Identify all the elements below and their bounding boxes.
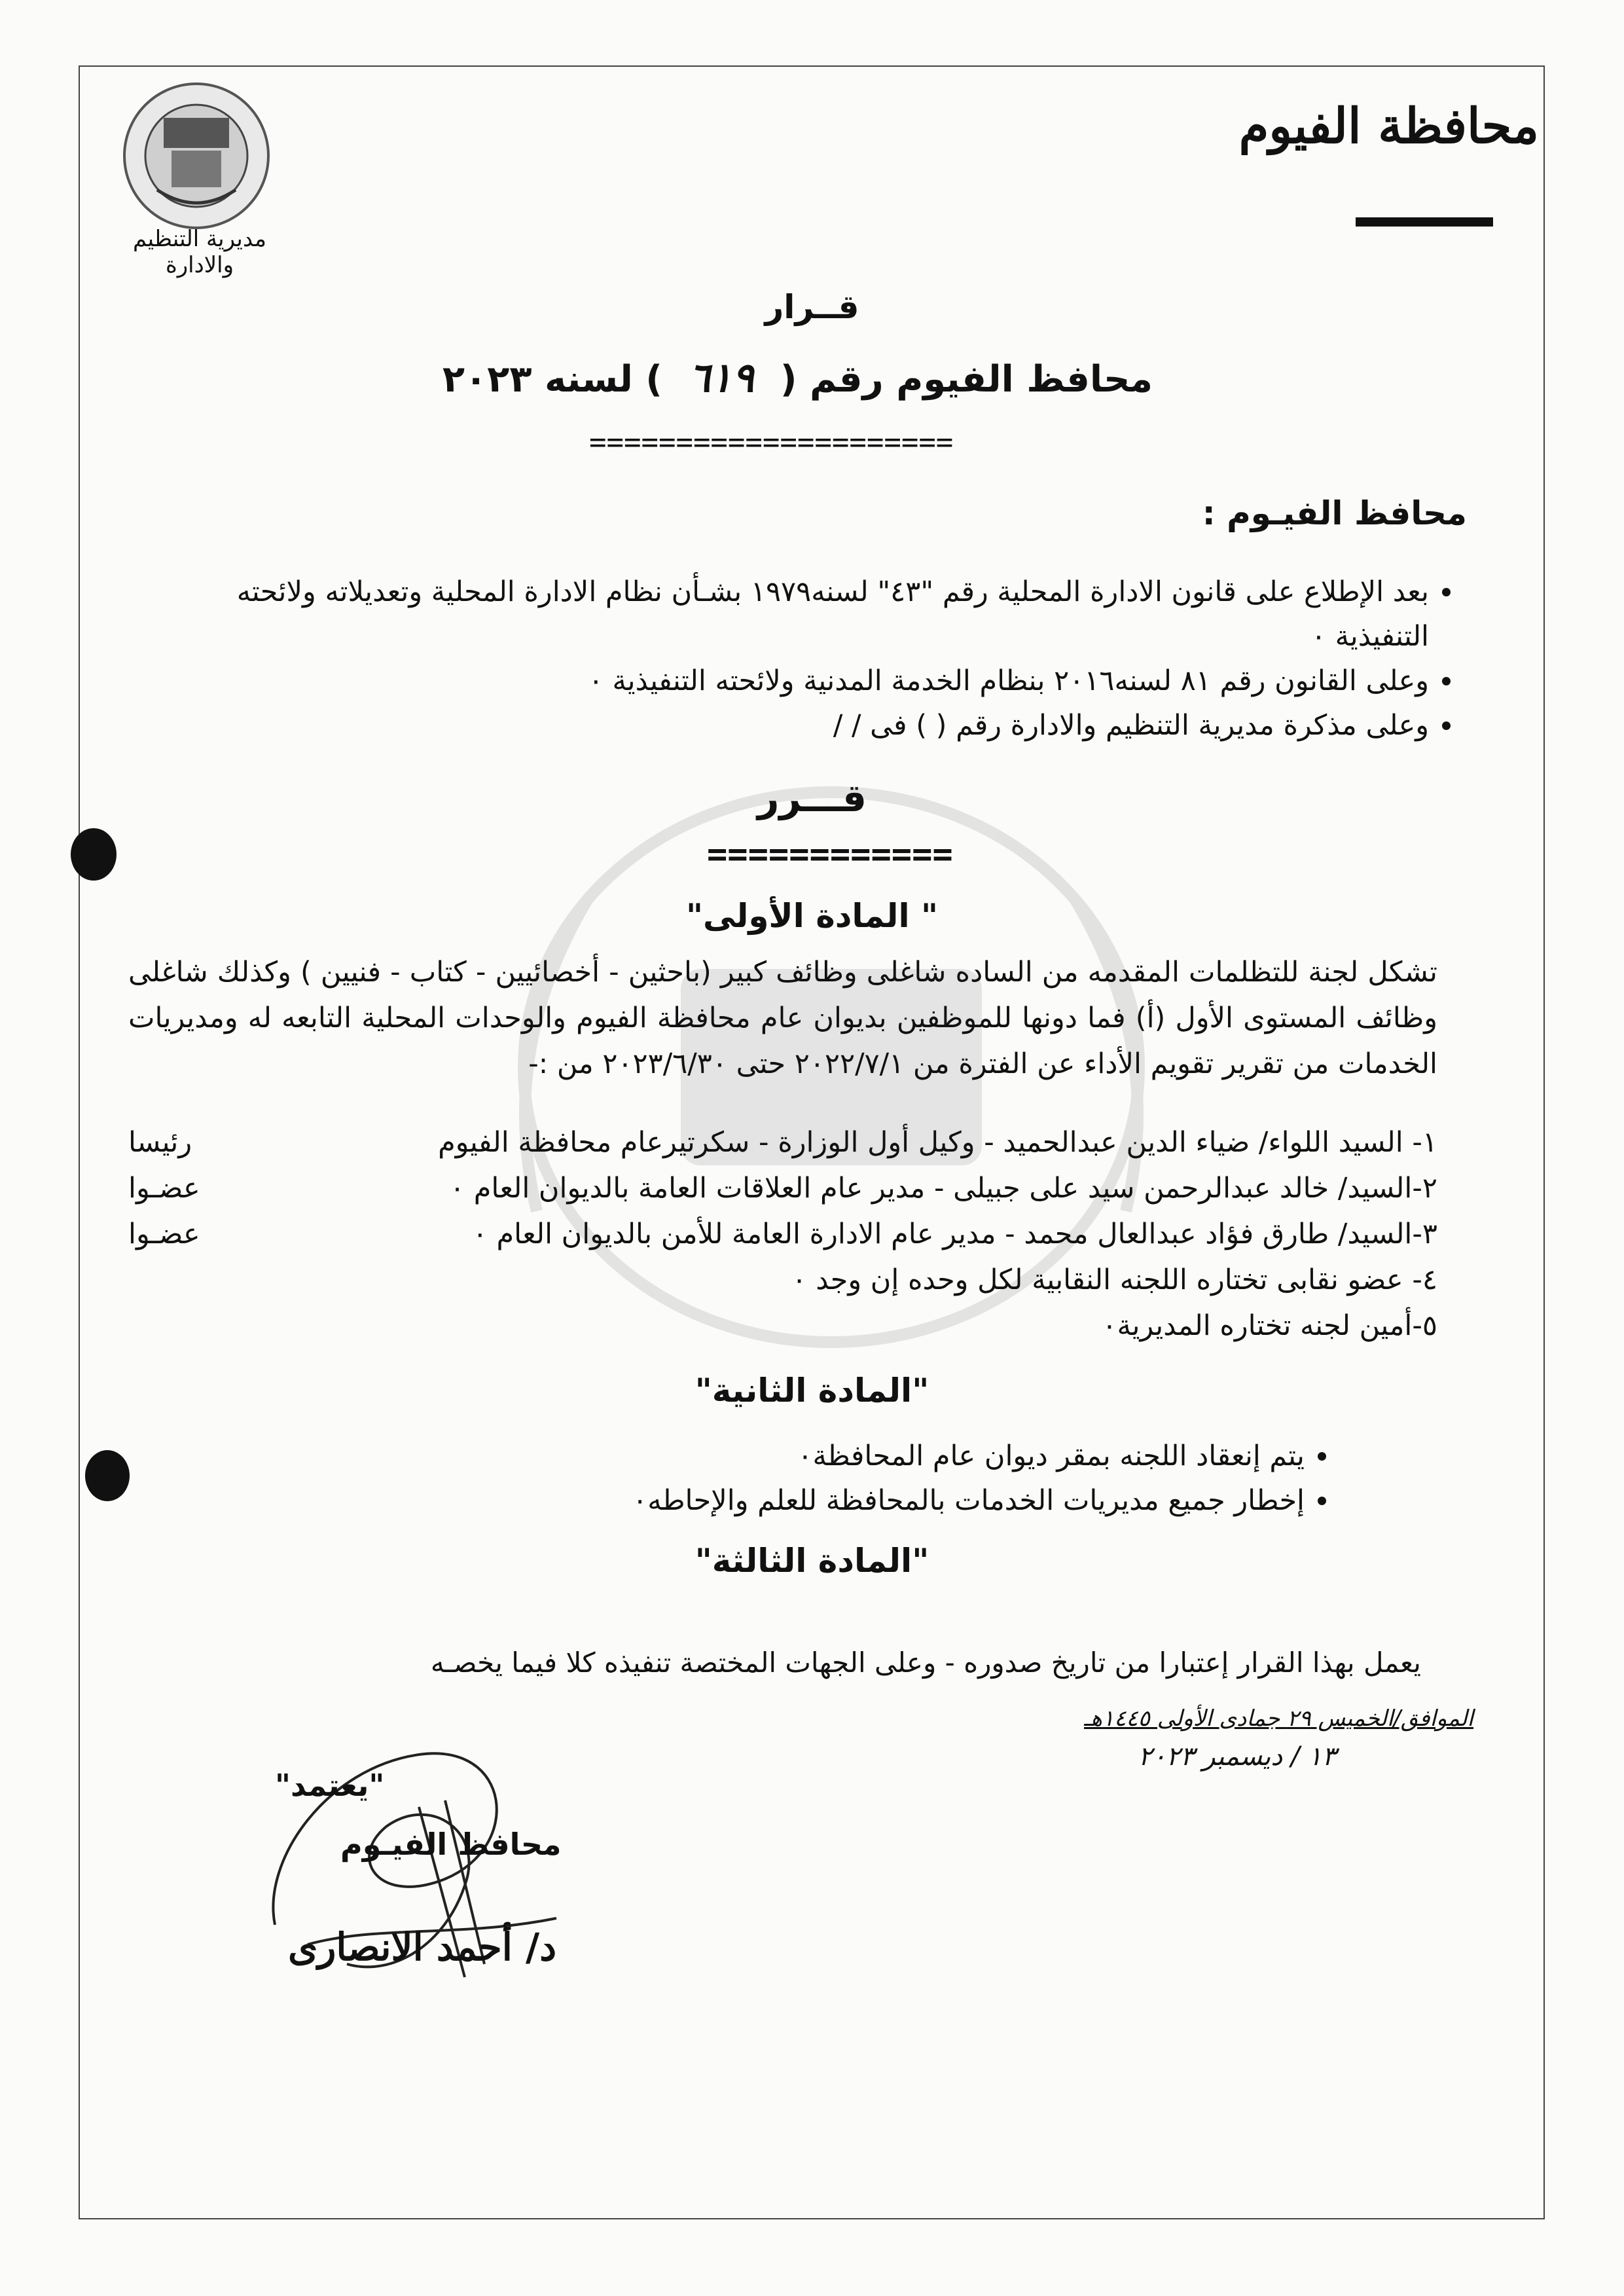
approval-title: محافظ الفيـوم bbox=[340, 1827, 562, 1862]
handwritten-date: ١٣ / ديسمبر ٢٠٢٣ bbox=[1138, 1741, 1336, 1772]
member-role: عضـوا bbox=[128, 1172, 200, 1205]
article-2-title: "المادة الثانية" bbox=[695, 1372, 929, 1410]
member-text: ١- السيد اللواء/ ضياء الدين عبدالحميد - وكيل أول الوزارة - سكرتيرعام محافظة الفيوم bbox=[438, 1126, 1437, 1159]
governorate-logo bbox=[118, 79, 275, 236]
decision-number: ٦١٩ bbox=[688, 354, 754, 401]
committee-member bbox=[128, 1309, 1437, 1342]
decision-number-prefix: محافظ الفيوم رقم ( bbox=[780, 358, 1153, 401]
article-3-title: "المادة الثالثة" bbox=[695, 1542, 929, 1580]
hijri-date: الموافق/الخميس ٢٩ جمادى الأولى ١٤٤٥هـ bbox=[1084, 1705, 1473, 1732]
member-text: ٥-أمين لجنه تختاره المديرية٠ bbox=[1102, 1309, 1437, 1342]
preamble-item: • وعلى مذكرة مديرية التنظيم والادارة رقم ( ) فى / / bbox=[158, 703, 1429, 748]
preamble-item: • وعلى القانون رقم ٨١ لسنه٢٠١٦ بنظام الخدمة المدنية ولائحته التنفيذية ٠ bbox=[158, 659, 1429, 703]
member-role: رئيسا bbox=[128, 1126, 192, 1159]
article-2-item: • يتم إنعقاد اللجنه بمقر ديوان عام المحافظة٠ bbox=[230, 1434, 1305, 1478]
article-1-title: " المادة الأولى" bbox=[685, 897, 939, 935]
committee-member bbox=[128, 1126, 1437, 1159]
governor-label: محافظ الفيـوم : bbox=[1202, 494, 1467, 532]
preamble-item: • بعد الإطلاع على قانون الادارة المحلية رقم "٤٣" لسنه١٩٧٩ بشـأن نظام الادارة المحلية وتعديلاته ولائحته التنفيذية ٠ bbox=[158, 570, 1429, 659]
decision-number-line bbox=[442, 354, 1153, 401]
preamble-list bbox=[158, 570, 1467, 748]
header-underline bbox=[1356, 217, 1493, 227]
governorate-header: محافظة الفيوم bbox=[1238, 98, 1539, 155]
decree-title: قـــرر bbox=[757, 776, 867, 820]
committee-member bbox=[128, 1172, 1437, 1205]
scan-punch-hole-bottom bbox=[85, 1450, 130, 1501]
scan-punch-hole-top bbox=[71, 828, 117, 881]
member-text: ٢-السيد/ خالد عبدالرحمن سيد على جبيلى - مدير عام العلاقات العامة بالديوان العام ٠ bbox=[449, 1172, 1437, 1205]
article-2-list bbox=[230, 1434, 1343, 1523]
article-3-text: يعمل بهذا القرار إعتبارا من تاريخ صدوره - وعلى الجهات المختصة تنفيذه كلا فيما يخصـه bbox=[430, 1647, 1421, 1679]
article-1-text: تشكل لجنة للتظلمات المقدمه من الساده شاغلى وظائف كبير (باحثين - أخصائيين - كتاب - فنيين ) وكذلك شاغلى وظائف المستوى الأول (أ) فما دونها للموظفين بديوان عام محافظة الفيوم والوحدات المحلية التابعه له ومديريات الخدمات من تقرير تقويم الأداء عن الفترة من ٢٠٢٢/٧/١ حتى ٢٠٢٣/٦/٣٠ من :- bbox=[128, 956, 1437, 1080]
member-text: ٤- عضو نقابى تختاره اللجنه النقابية لكل وحده إن وجد ٠ bbox=[791, 1264, 1437, 1296]
approval-label: "يعتمد" bbox=[275, 1768, 385, 1803]
committee-member bbox=[128, 1218, 1437, 1250]
decision-number-suffix: ) لسنه ٢٠٢٣ bbox=[442, 358, 662, 401]
logo-caption: مديرية التنظيم والادارة bbox=[133, 226, 266, 278]
member-role: عضـوا bbox=[128, 1218, 200, 1250]
article-2-item: • إخطار جميع مديريات الخدمات بالمحافظة للعلم والإحاطه٠ bbox=[230, 1478, 1305, 1523]
decision-title: قــرار bbox=[765, 288, 859, 326]
member-text: ٣-السيد/ طارق فؤاد عبدالعال محمد - مدير عام الادارة العامة للأمن بالديوان العام ٠ bbox=[472, 1218, 1437, 1250]
signatory-name: د/ أحمد الانصارى bbox=[288, 1925, 557, 1969]
decree-separator: ============ bbox=[707, 835, 953, 874]
separator-line: ===================== bbox=[589, 426, 954, 459]
committee-member bbox=[128, 1264, 1437, 1296]
